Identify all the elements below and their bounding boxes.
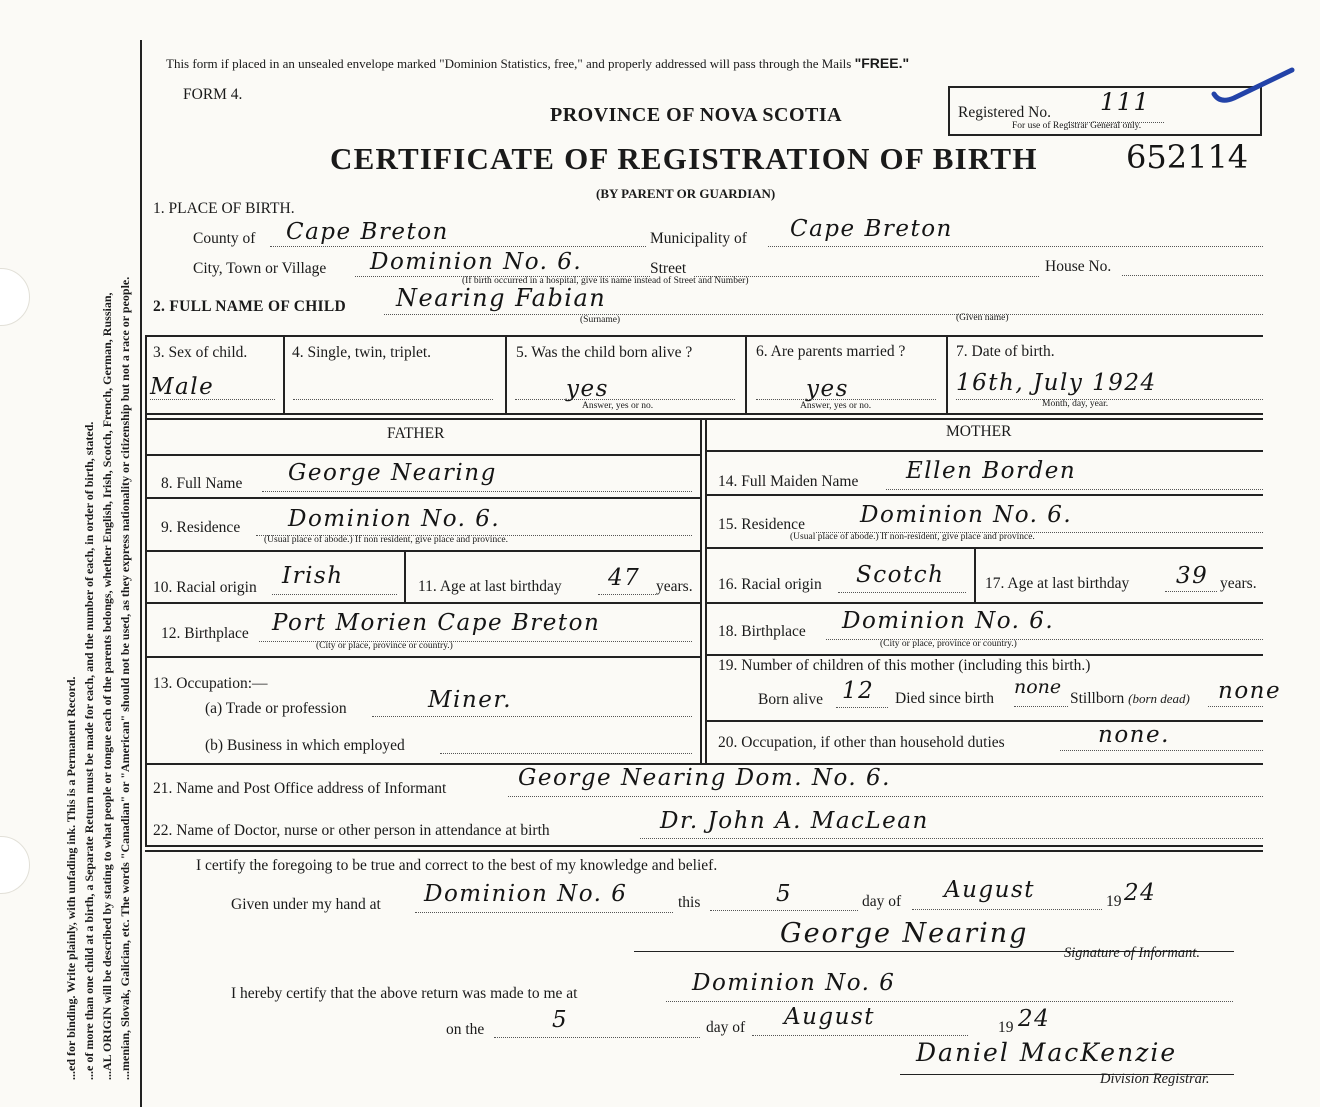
given-day-value: 5 — [776, 881, 793, 907]
mother-racial-label: 16. Racial origin — [718, 576, 822, 593]
mother-residence-label: 15. Residence — [718, 516, 805, 533]
married-note: Answer, yes or no. — [800, 401, 872, 411]
on-the-label: on the — [446, 1021, 485, 1038]
father-age-value: 47 — [608, 565, 641, 591]
informant-label: 21. Name and Post Office address of Informant — [153, 780, 447, 797]
mother-name-label: 14. Full Maiden Name — [718, 473, 859, 490]
registered-number: 111 — [1100, 88, 1151, 116]
municipality-label: Municipality of — [650, 230, 747, 247]
given-under-label: Given under my hand at — [231, 896, 381, 913]
born-alive-value: yes — [566, 376, 609, 402]
mother-age-label: 17. Age at last birthday — [985, 575, 1130, 592]
city-value: Dominion No. 6. — [370, 249, 583, 275]
mail-notice: This form if placed in an unsealed envelope marked "Dominion Statistics, free," and properly addressed will pass through the Mails "FREE." — [166, 55, 910, 71]
mother-heading: MOTHER — [946, 423, 1012, 440]
born-alive-count-value: 12 — [842, 678, 875, 704]
died-label: Died since birth — [895, 690, 995, 707]
signature-label: Signature of Informant. — [1064, 945, 1201, 961]
plurality-label: 4. Single, twin, triplet. — [292, 344, 432, 361]
place-heading: 1. PLACE OF BIRTH. — [153, 200, 295, 217]
father-racial-value: Irish — [282, 563, 344, 589]
sex-label: 3. Sex of child. — [153, 344, 248, 361]
check-mark-icon — [1208, 64, 1298, 108]
dob-label: 7. Date of birth. — [956, 343, 1055, 360]
mother-occupation-label: 20. Occupation, if other than household duties — [718, 734, 1005, 751]
doctor-label: 22. Name of Doctor, nurse or other person in attendance at birth — [153, 822, 550, 839]
certify-statement: I certify the foregoing to be true and correct to the best of my knowledge and belief. — [196, 857, 718, 874]
born-alive-count-label: Born alive — [758, 691, 823, 708]
registrar-year-suffix: 24 — [1018, 1006, 1051, 1032]
trade-value: Miner. — [428, 687, 513, 713]
province-heading: PROVINCE OF NOVA SCOTIA — [550, 104, 843, 126]
registrar-label: Division Registrar. — [1100, 1071, 1210, 1087]
street-label: Street — [650, 260, 687, 277]
mother-residence-value: Dominion No. 6. — [860, 502, 1073, 528]
given-place-value: Dominion No. 6 — [424, 881, 628, 907]
sex-value: Male — [150, 374, 215, 400]
municipality-value: Cape Breton — [790, 216, 953, 242]
doctor-value: Dr. John A. MacLean — [660, 808, 929, 834]
informant-value: George Nearing Dom. No. 6. — [518, 765, 891, 791]
trade-label: (a) Trade or profession — [205, 700, 347, 717]
day-of-label: day of — [862, 893, 902, 910]
county-label: County of — [193, 230, 256, 247]
this-label: this — [678, 894, 701, 911]
mother-racial-value: Scotch — [856, 562, 945, 588]
registered-note: For use of Registrar General only. — [1012, 121, 1142, 131]
children-count-label: 19. Number of children of this mother (including this birth.) — [718, 657, 1091, 674]
business-label: (b) Business in which employed — [205, 737, 405, 754]
surname-note: (Surname) — [580, 315, 621, 325]
margin-line-2: ...e of more than one child at a birth, a Separate Return must be made for each, and the number of each, in order of birth, stated. — [82, 421, 96, 1080]
died-value: none — [1014, 676, 1062, 698]
form-number: FORM 4. — [183, 86, 243, 103]
registrar-place-value: Dominion No. 6 — [692, 970, 896, 996]
registered-label: Registered No. — [958, 104, 1051, 121]
father-occupation-label: 13. Occupation:— — [153, 675, 268, 692]
father-heading: FATHER — [387, 425, 445, 442]
registrar-day-value: 5 — [552, 1007, 569, 1033]
city-label: City, Town or Village — [193, 260, 327, 277]
father-residence-note: (Usual place of abode.) If non resident, give place and province. — [264, 535, 508, 545]
mother-residence-note: (Usual place of abode.) If non-resident, give place and province. — [790, 532, 1035, 542]
father-years-label: years. — [656, 578, 693, 595]
mother-years-label: years. — [1220, 575, 1257, 592]
born-alive-note: Answer, yes or no. — [582, 401, 654, 411]
child-name-value: Nearing Fabian — [396, 284, 607, 312]
certificate-title: CERTIFICATE OF REGISTRATION OF BIRTH — [330, 141, 1038, 176]
given-name-note: (Given name) — [956, 313, 1009, 323]
form-left-border-inner — [145, 335, 147, 845]
margin-line-1: ...ed for binding. Write plainly, with unfading ink. This is a Permanent Record. — [64, 676, 78, 1080]
margin-line-3: ...AL ORIGIN will be described by stating to what people or tongue each of the parents belongs, whether English, Irish, Scotch, French, German, Russian, — [100, 292, 114, 1080]
registrar-signature: Daniel MacKenzie — [916, 1038, 1178, 1067]
child-name-label: 2. FULL NAME OF CHILD — [153, 298, 347, 315]
father-birthplace-note: (City or place, province or country.) — [316, 641, 453, 651]
stillborn-value: none — [1218, 678, 1282, 704]
mother-birthplace-label: 18. Birthplace — [718, 623, 806, 640]
married-label: 6. Are parents married ? — [756, 343, 906, 360]
father-age-label: 11. Age at last birthday — [418, 578, 562, 595]
binder-hole-bottom — [0, 836, 30, 894]
mother-name-value: Ellen Borden — [906, 458, 1077, 484]
stillborn-label: Stillborn (born dead) — [1070, 690, 1190, 707]
registrar-statement: I hereby certify that the above return was made to me at — [231, 985, 578, 1002]
house-no-label: House No. — [1045, 258, 1112, 275]
father-birthplace-value: Port Morien Cape Breton — [272, 610, 601, 636]
certificate-number: 652114 — [1126, 138, 1249, 176]
registrar-month-value: August — [784, 1004, 876, 1030]
father-racial-label: 10. Racial origin — [153, 579, 257, 596]
hospital-note: (If birth occurred in a hospital, give its name instead of Street and Number) — [462, 276, 749, 286]
father-residence-value: Dominion No. 6. — [288, 506, 501, 532]
given-month-value: August — [944, 877, 1036, 903]
father-name-label: 8. Full Name — [161, 475, 243, 492]
binder-hole-top — [0, 268, 30, 326]
born-alive-label: 5. Was the child born alive ? — [516, 344, 693, 361]
dob-value: 16th, July 1924 — [956, 370, 1157, 396]
mother-occupation-value: none. — [1098, 722, 1170, 748]
mother-age-value: 39 — [1176, 563, 1209, 589]
form-left-border — [140, 40, 142, 1107]
married-value: yes — [806, 376, 849, 402]
father-name-value: George Nearing — [288, 460, 497, 486]
given-year-prefix: 19 — [1106, 893, 1122, 910]
mother-birthplace-note: (City or place, province or country.) — [880, 639, 1017, 649]
father-birthplace-label: 12. Birthplace — [161, 625, 249, 642]
informant-signature: George Nearing — [780, 918, 1029, 949]
given-year-suffix: 24 — [1124, 880, 1157, 906]
father-residence-label: 9. Residence — [161, 519, 241, 536]
county-value: Cape Breton — [286, 219, 449, 245]
margin-line-4: ...menian, Slovak, Galician, etc. The words "Canadian" or "American" should not be used, as they express nationality or citizenship but not a race or people. — [118, 276, 132, 1080]
registrar-day-of-label: day of — [706, 1019, 746, 1036]
certificate-subtitle: (BY PARENT OR GUARDIAN) — [596, 186, 776, 201]
mother-birthplace-value: Dominion No. 6. — [842, 608, 1055, 634]
registrar-year-prefix: 19 — [998, 1019, 1014, 1036]
dob-note: Month, day, year. — [1042, 399, 1109, 409]
